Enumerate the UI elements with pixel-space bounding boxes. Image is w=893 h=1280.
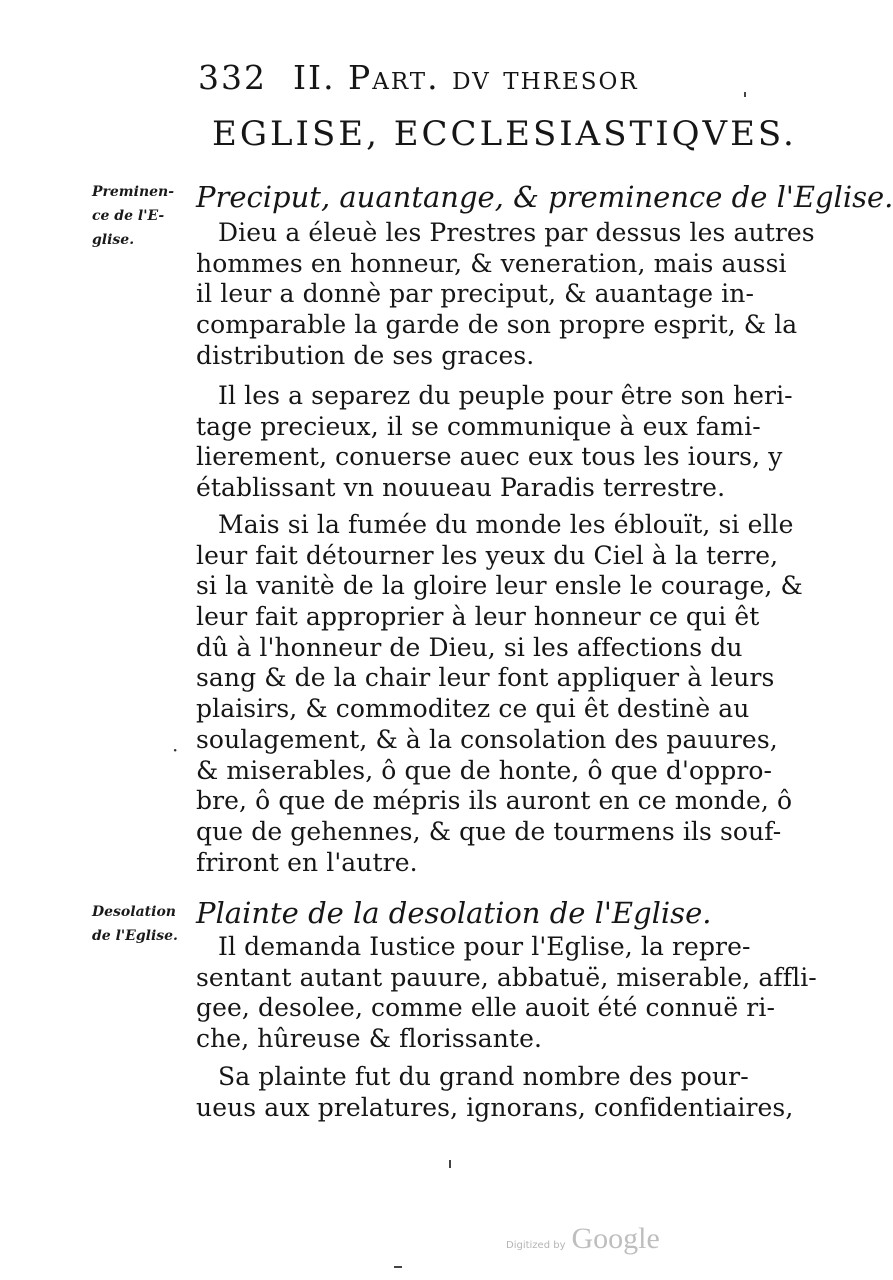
text-line: Il demanda Iustice pour l'Eglise, la repre-	[218, 932, 751, 961]
text-line: friront en l'autre.	[196, 847, 418, 877]
google-logo: Google	[571, 1222, 660, 1255]
margin-note-line: glise.	[92, 232, 135, 248]
text-line: leur fait détourner les yeux du Ciel à la terre,	[196, 540, 779, 570]
text-line: sang & de la chair leur font appliquer à leurs	[196, 663, 775, 693]
text-line: Il les a separez du peuple pour être son heri-	[218, 381, 793, 410]
running-title: II. Part. dv thresor	[293, 58, 639, 97]
section-title: EGLISE, ECCLESIASTIQVES.	[212, 114, 797, 154]
text-line: tage precieux, il se communique à eux fami-	[196, 411, 761, 441]
paragraph-2	[196, 381, 793, 504]
text-line: Dieu a éleuè les Prestres par dessus les autres	[218, 218, 815, 247]
text-line: & miserables, ô que de honte, ô que d'oppro-	[196, 755, 773, 785]
text-line: gee, desolee, comme elle auoit été connuë ri-	[196, 993, 775, 1023]
scan-speck	[449, 1160, 451, 1168]
page-number: 332	[198, 58, 267, 97]
paragraph-4	[196, 932, 817, 1055]
text-line: établissant vn nouueau Paradis terrestre.	[196, 473, 726, 503]
text-line: bre, ô que de mépris ils auront en ce monde, ô	[196, 786, 793, 816]
text-line: distribution de ses graces.	[196, 340, 535, 370]
running-head	[198, 58, 718, 97]
text-line: che, hûreuse & florissante.	[196, 1024, 543, 1054]
scan-speck	[394, 1266, 402, 1268]
text-line: il leur a donnè par preciput, & auantage in-	[196, 279, 755, 309]
text-line: plaisirs, & commoditez ce qui êt destinè au	[196, 694, 750, 724]
text-line: si la vanitè de la gloire leur ensle le courage, &	[196, 571, 803, 601]
margin-note-desolation	[92, 900, 192, 948]
subheading-preciput: Preciput, auantange, & preminence de l'Eglise.	[196, 180, 893, 214]
watermark-prefix: Digitized by	[506, 1240, 566, 1251]
margin-note-line: Desolation	[92, 904, 176, 920]
text-line: que de gehennes, & que de tourmens ils souf-	[196, 816, 782, 846]
paragraph-3	[196, 510, 803, 878]
text-line: Sa plainte fut du grand nombre des pour-	[218, 1062, 749, 1091]
text-line: soulagement, & à la consolation des pauures,	[196, 724, 778, 754]
paragraph-1	[196, 218, 815, 371]
margin-note-preminence	[92, 180, 192, 252]
text-line: ueus aux prelatures, ignorans, confidentiaires,	[196, 1092, 794, 1122]
margin-dot: ·	[172, 738, 179, 762]
text-line: lierement, conuerse auec eux tous les iours, y	[196, 442, 783, 472]
scan-speck	[744, 92, 746, 97]
text-line: hommes en honneur, & veneration, mais aussi	[196, 248, 787, 278]
text-line: Mais si la fumée du monde les éblouït, si elle	[218, 510, 794, 539]
digitized-watermark	[506, 1222, 660, 1256]
margin-note-line: de l'Eglise.	[92, 928, 178, 944]
margin-note-line: ce de l'E-	[92, 208, 165, 224]
subheading-plainte: Plainte de la desolation de l'Eglise.	[196, 896, 712, 930]
margin-note-line: Preminen-	[92, 184, 175, 200]
paragraph-5	[196, 1062, 794, 1123]
text-line: leur fait approprier à leur honneur ce qui êt	[196, 602, 760, 632]
text-line: comparable la garde de son propre esprit, & la	[196, 310, 798, 340]
text-line: sentant autant pauure, abbatuë, miserable, affli-	[196, 962, 817, 992]
text-line: dû à l'honneur de Dieu, si les affections du	[196, 632, 743, 662]
